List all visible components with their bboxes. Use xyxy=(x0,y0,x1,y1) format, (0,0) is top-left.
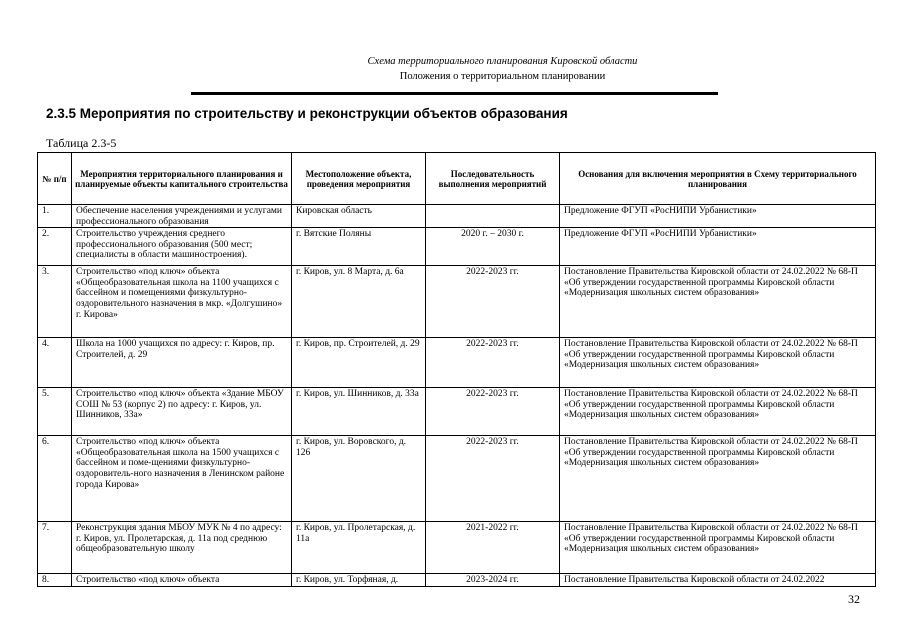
row-num: 6. xyxy=(38,436,72,522)
education-projects-table xyxy=(37,152,876,587)
table-caption: Таблица 2.3-5 xyxy=(46,136,117,150)
row-num: 2. xyxy=(38,228,72,266)
row-event: Школа на 1000 учащихся по адресу: г. Киров, пр. Строителей, д. 29 xyxy=(72,338,292,388)
header-basis: Основания для включения мероприятия в Схему территориального планирования xyxy=(560,153,876,205)
row-num: 8. xyxy=(38,574,72,587)
table-row xyxy=(38,338,876,388)
row-period: 2022-2023 гг. xyxy=(426,338,560,388)
document-header-subtitle: Положения о территориальном планировании xyxy=(399,71,606,82)
row-basis: Постановление Правительства Кировской области от 24.02.2022 № 68-П «Об утверждении государственной программы Кировской области «Модернизация школьных систем образования» xyxy=(560,522,876,574)
row-location: г. Киров, ул. Пролетарская, д. 11а xyxy=(292,522,426,574)
header-divider xyxy=(191,92,718,95)
row-event: Реконструкция здания МБОУ МУК № 4 по адресу: г. Киров, ул. Пролетарская, д. 11а под среднюю общеобразовательную школу xyxy=(72,522,292,574)
row-period: 2022-2023 гг. xyxy=(426,388,560,436)
document-header-title: Схема территориального планирования Кировской области xyxy=(367,56,638,67)
row-event: Строительство «под ключ» объекта «Общеобразовательная школа на 1500 учащихся с бассейном и поме-щениями физкультурно-оздоровитель-ного назначения в Ленинском районе города Кирова» xyxy=(72,436,292,522)
row-basis: Постановление Правительства Кировской области от 24.02.2022 № 68-П «Об утверждении государственной программы Кировской области «Модернизация школьных систем образования» xyxy=(560,436,876,522)
table-row xyxy=(38,436,876,522)
row-event: Строительство «под ключ» объекта «Общеобразовательная школа на 1100 учащихся с бассейном и помещениями физкультурно-оздоровительного назначения в мкр. «Долгушино» г. Кирова» xyxy=(72,266,292,338)
row-basis: Предложение ФГУП «РосНИПИ Урбанистики» xyxy=(560,205,876,228)
row-basis: Постановление Правительства Кировской области от 24.02.2022 № 68-П «Об утверждении государственной программы Кировской области «Модернизация школьных систем образования» xyxy=(560,338,876,388)
row-location: г. Киров, ул. Воровского, д. 126 xyxy=(292,436,426,522)
table-row xyxy=(38,205,876,228)
table-row xyxy=(38,522,876,574)
header-num: № п/п xyxy=(38,153,72,205)
row-period xyxy=(426,205,560,228)
row-period: 2022-2023 гг. xyxy=(426,266,560,338)
row-location: г. Киров, пр. Строителей, д. 29 xyxy=(292,338,426,388)
row-event: Строительство «под ключ» объекта «Здание МБОУ СОШ № 53 (корпус 2) по адресу: г. Киров, ул. Шинников, 33а» xyxy=(72,388,292,436)
row-basis: Постановление Правительства Кировской области от 24.02.2022 xyxy=(560,574,876,587)
header-location: Местоположение объекта, проведения мероприятия xyxy=(292,153,426,205)
row-num: 4. xyxy=(38,338,72,388)
row-period: 2023-2024 гг. xyxy=(426,574,560,587)
row-event: Строительство «под ключ» объекта xyxy=(72,574,292,587)
row-basis: Предложение ФГУП «РосНИПИ Урбанистики» xyxy=(560,228,876,266)
row-num: 3. xyxy=(38,266,72,338)
page-number: 32 xyxy=(848,592,860,606)
table-row xyxy=(38,228,876,266)
row-period: 2020 г. – 2030 г. xyxy=(426,228,560,266)
row-location: г. Киров, ул. Торфяная, д. xyxy=(292,574,426,587)
header-event: Мероприятия территориального планирования и планируемые объекты капитального строительства xyxy=(72,153,292,205)
row-period: 2022-2023 гг. xyxy=(426,436,560,522)
table-row xyxy=(38,266,876,338)
row-event: Строительство учреждения среднего профессионального образования (500 мест; специалисты в области машиностроения). xyxy=(72,228,292,266)
row-location: г. Вятские Поляны xyxy=(292,228,426,266)
section-title: 2.3.5 Мероприятия по строительству и реконструкции объектов образования xyxy=(46,106,568,121)
row-location: г. Киров, ул. Шинников, д. 33а xyxy=(292,388,426,436)
header-sequence: Последовательность выполнения мероприятий xyxy=(426,153,560,205)
row-num: 5. xyxy=(38,388,72,436)
row-num: 1. xyxy=(38,205,72,228)
row-event: Обеспечение населения учреждениями и услугами профессионального образования xyxy=(72,205,292,228)
row-period: 2021-2022 гг. xyxy=(426,522,560,574)
row-basis: Постановление Правительства Кировской области от 24.02.2022 № 68-П «Об утверждении государственной программы Кировской области «Модернизация школьных систем образования» xyxy=(560,266,876,338)
table-row xyxy=(38,574,876,587)
table-row xyxy=(38,388,876,436)
row-location: г. Киров, ул. 8 Марта, д. 6а xyxy=(292,266,426,338)
row-location: Кировская область xyxy=(292,205,426,228)
row-basis: Постановление Правительства Кировской области от 24.02.2022 № 68-П «Об утверждении государственной программы Кировской области «Модернизация школьных систем образования» xyxy=(560,388,876,436)
row-num: 7. xyxy=(38,522,72,574)
table-header-row xyxy=(38,153,876,205)
